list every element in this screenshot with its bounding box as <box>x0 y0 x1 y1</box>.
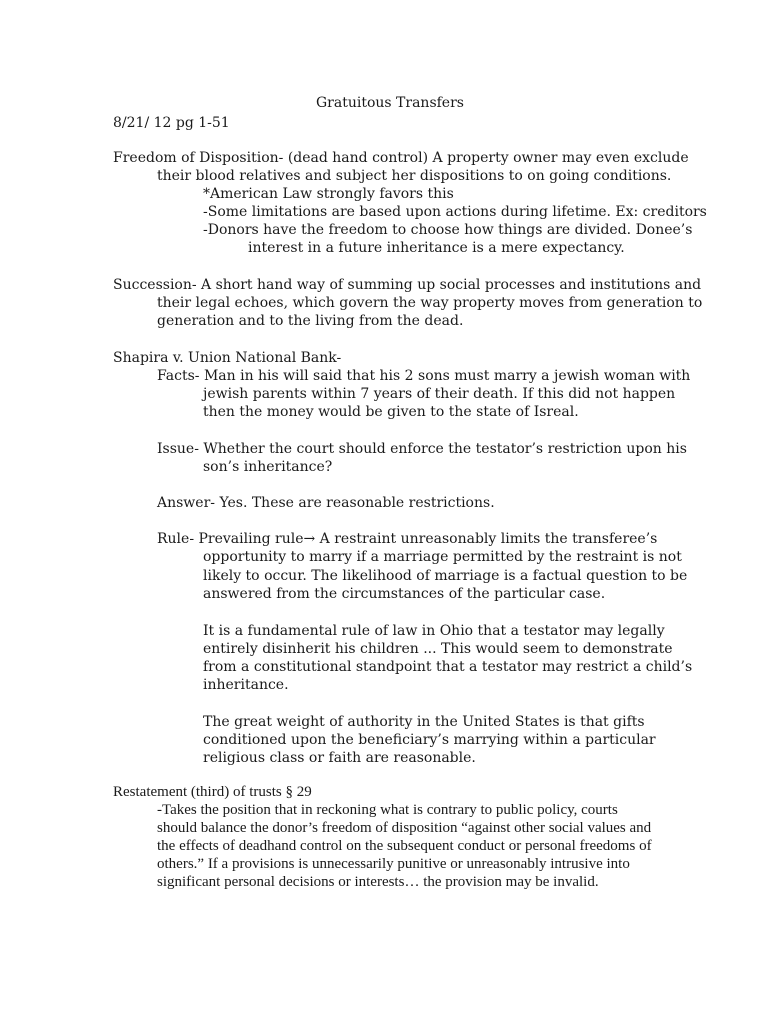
freedom-line-1: Freedom of Disposition- (dead hand control) A property owner may even exclude <box>113 150 689 166</box>
ohio-line-4: inheritance. <box>203 677 289 693</box>
case-heading: Shapira v. Union National Bank- <box>113 350 342 366</box>
restatement-line-5: significant personal decisions or interests… the provision may be invalid. <box>157 874 599 890</box>
rule-line-4: answered from the circumstances of the particular case. <box>203 586 606 602</box>
facts-line-2: jewish parents within 7 years of their death. If this did not happen <box>203 386 676 402</box>
succession-line-3: generation and to the living from the dead. <box>157 313 464 329</box>
issue-line-2: son’s inheritance? <box>203 459 333 475</box>
restatement-heading: Restatement (third) of trusts § 29 <box>113 784 312 800</box>
ohio-line-3: from a constitutional standpoint that a testator may restrict a child’s <box>203 659 693 675</box>
ohio-line-1: It is a fundamental rule of law in Ohio that a testator may legally <box>203 623 665 639</box>
date-line: 8/21/ 12 pg 1-51 <box>113 115 230 131</box>
weight-line-3: religious class or faith are reasonable. <box>203 750 476 766</box>
succession-line-2: their legal echoes, which govern the way property moves from generation to <box>157 295 703 311</box>
restatement-line-1: -Takes the position that in reckoning what is contrary to public policy, courts <box>157 802 618 818</box>
freedom-line-6: interest in a future inheritance is a mere expectancy. <box>248 240 625 256</box>
freedom-line-5: -Donors have the freedom to choose how things are divided. Donee’s <box>203 222 693 238</box>
issue-line-1: Issue- Whether the court should enforce the testator’s restriction upon his <box>157 441 687 457</box>
restatement-line-2: should balance the donor’s freedom of disposition “against other social values and <box>157 820 652 836</box>
facts-line-3: then the money would be given to the state of Isreal. <box>203 404 579 420</box>
freedom-line-2: their blood relatives and subject her dispositions to on going conditions. <box>157 168 672 184</box>
facts-line-1: Facts- Man in his will said that his 2 sons must marry a jewish woman with <box>157 368 691 384</box>
restatement-line-3: the effects of deadhand control on the subsequent conduct or personal freedoms of <box>157 838 652 854</box>
weight-line-1: The great weight of authority in the United States is that gifts <box>203 714 645 730</box>
answer-line: Answer- Yes. These are reasonable restrictions. <box>157 495 495 511</box>
restatement-line-4: others.” If a provisions is unnecessarily punitive or unreasonably intrusive into <box>157 856 630 872</box>
ohio-line-2: entirely disinherit his children ... This would seem to demonstrate <box>203 641 673 657</box>
rule-line-1: Rule- Prevailing rule→ A restraint unreasonably limits the transferee’s <box>157 531 658 547</box>
weight-line-2: conditioned upon the beneficiary’s marrying within a particular <box>203 732 656 748</box>
document-title: Gratuitous Transfers <box>316 95 464 111</box>
succession-line-1: Succession- A short hand way of summing up social processes and institutions and <box>113 277 702 293</box>
rule-line-3: likely to occur. The likelihood of marriage is a factual question to be <box>203 568 688 584</box>
rule-line-2: opportunity to marry if a marriage permitted by the restraint is not <box>203 549 682 565</box>
freedom-line-3: *American Law strongly favors this <box>203 186 454 202</box>
freedom-line-4: -Some limitations are based upon actions during lifetime. Ex: creditors <box>203 204 707 220</box>
